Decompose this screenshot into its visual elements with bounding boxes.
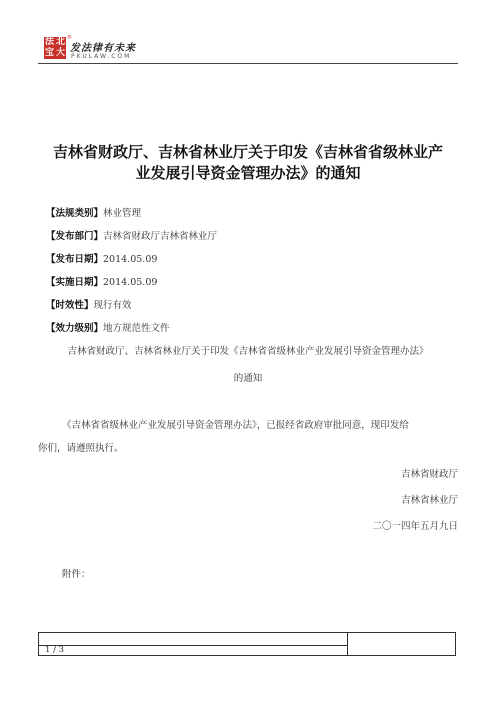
logo-url: PKULAW.COM xyxy=(71,53,132,60)
meta-publisher: 【发布部门】吉林省财政厅吉林省林业厅 xyxy=(46,231,218,242)
meta-publish-date: 【发布日期】2014.05.09 xyxy=(46,254,158,265)
paragraph-line-2: 你们，请遵照执行。 xyxy=(38,443,124,454)
logo-slogan: 发法律有未来 xyxy=(70,43,136,54)
paragraph-line-1: 《吉林省省级林业产业发展引导资金管理办法》，已报经省政府审批同意，现印发给 xyxy=(62,420,409,431)
footer-column-divider xyxy=(347,633,348,655)
signature-date: 二〇一四年五月九日 xyxy=(372,521,458,532)
page-footer xyxy=(38,632,456,656)
document-title: 吉林省财政厅、吉林省林业厅关于印发《吉林省省级林业产 业发展引导资金管理办法》的通知 xyxy=(52,143,443,182)
pkulaw-logo-icon: 法 北 宝 大 xyxy=(44,37,65,58)
meta-category: 【法规类别】林业管理 xyxy=(46,208,142,219)
footer-rule xyxy=(39,645,347,646)
signature-finance: 吉林省财政厅 xyxy=(400,469,458,480)
signature-forestry: 吉林省林业厅 xyxy=(400,495,458,506)
meta-effective-date: 【实施日期】2014.05.09 xyxy=(46,277,158,288)
page-number: 1 / 3 xyxy=(45,645,65,655)
meta-level: 【效力级别】地方规范性文件 xyxy=(46,323,170,334)
page-header xyxy=(0,0,496,64)
doc-heading-line-1: 吉林省财政厅、吉林省林业厅关于印发《吉林省省级林业产业发展引导资金管理办法》 xyxy=(67,346,429,357)
attachment-label: 附件： xyxy=(62,569,91,580)
registered-mark: ® xyxy=(67,35,72,41)
doc-heading-line-2: 的通知 xyxy=(233,373,263,384)
header-divider xyxy=(38,63,458,64)
meta-validity: 【时效性】现行有效 xyxy=(46,300,132,311)
